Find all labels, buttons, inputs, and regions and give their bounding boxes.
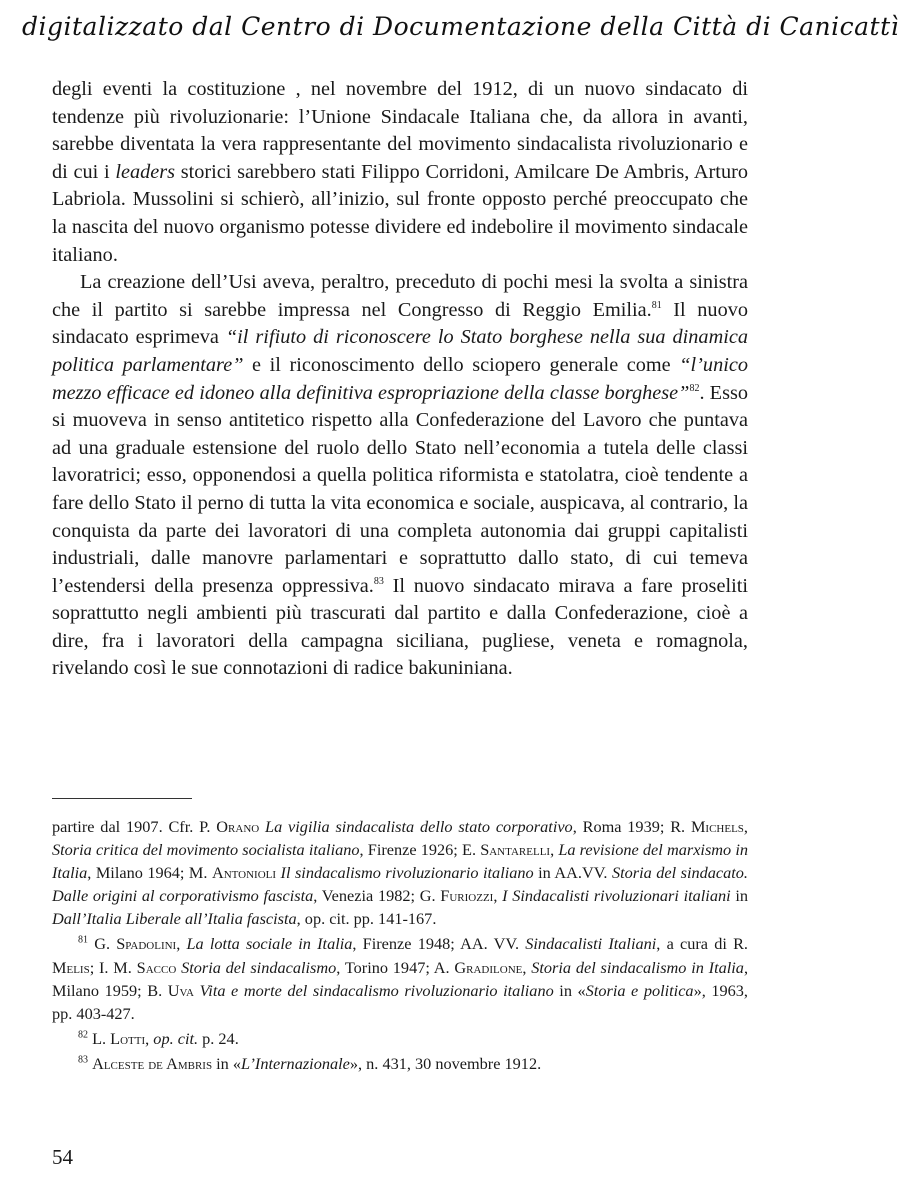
- paragraph-2: La creazione dell’Usi aveva, peraltro, preceduto di pochi mesi la svolta a sinistra che il partito si sarebbe impressa nel Congresso di Reggio Emilia.$^{81}$ Il nuovo sindacato esprimeva “il rifiuto di riconoscere lo Stato borghese nella sua dinamica politica parlamentare” e il riconoscimento dello sciopero generale come “l’unico mezzo efficace ed idoneo alla definitiva espropriazione della classe borghese”$^{82}$. Esso si muoveva in senso antitetico rispetto alla Confederazione del Lavoro che puntava ad una graduale estensione del ruolo dello Stato nell’economia a tutela delle classi lavoratrici; esso, opponendosi a quella politica riformista e statolatra, cioè tendente a fare dello Stato il perno di tutta la vita economica e sociale, auspicava, al contrario, la conquista da parte dei lavoratori di una completa autonomia dai gruppi capitalisti industriali, dalle manovre parlamentari e soprattutto dallo stato, di cui temeva l’estendersi della presenza oppressiva.$^{83}$ Il nuovo sindacato mirava a fare proseliti soprattutto negli ambienti più trascurati dal partito e dalla Confederazione, cioè a dire, fra i lavoratori della campagna siciliana, pugliese, veneta e romagnola, rivelando così le sue connotazioni di radice bakuniniana.: [52, 271, 748, 680]
- footnote-ref-81[interactable]: 81: [651, 299, 662, 311]
- footnote-divider: [52, 798, 192, 799]
- paragraph-1: degli eventi la costituzione , nel novembre del 1912, di un nuovo sindacato di tendenze più rivoluzionarie: l’Unione Sindacale Italiana che, da allora in avanti, sarebbe diventata la vera rappresentante del movimento sindacalista rivoluzionario e di cui i leaders storici sarebbero stati Filippo Corridoni, Amilcare De Ambris, Arturo Labriola. Mussolini si schierò, all’inizio, sul fronte opposto perché preoccupato che la nascita del nuovo organismo potesse dividere ed indebolire il movimento sindacale italiano.: [52, 78, 748, 266]
- page-number: 54: [52, 1145, 73, 1169]
- main-body-text: [52, 76, 748, 683]
- footnote-82: $^{82}$ L. Lotti, op. cit. p. 24.: [78, 1028, 239, 1048]
- footnote-ref-83[interactable]: 83: [373, 575, 384, 587]
- footnote-83: $^{83}$ Alceste de Ambris in «L’Internazionale», n. 431, 30 novembre 1912.: [78, 1053, 542, 1073]
- footnote-continued: partire dal 1907. Cfr. P. Orano La vigilia sindacalista dello stato corporativo, Roma 1939; R. Michels, Storia critica del movimento socialista italiano, Firenze 1926; E. Santarelli, La revisione del marxismo in Italia, Milano 1964; M. Antonioli Il sindacalismo rivoluzionario italiano in AA.VV. Storia del sindacato. Dalle origini al corporativismo fascista, Venezia 1982; G. Furiozzi, I Sindacalisti rivoluzionari italiani in Dall’Italia Liberale all’Italia fascista, op. cit. pp. 141-167.: [52, 817, 749, 929]
- footnote-81: $^{81}$ G. Spadolini, La lotta sociale in Italia, Firenze 1948; AA. VV. Sindacalisti Italiani, a cura di R. Melis; I. M. Sacco Storia del sindacalismo, Torino 1947; A. Gradilone, Storia del sindacalismo in Italia, Milano 1959; B. Uva Vita e morte del sindacalismo rivoluzionario italiano in «Storia e politica», 1963, pp. 403-427.: [52, 934, 749, 1023]
- digitization-watermark: digitalizzato dal Centro di Documentazione della Città di Canicattì: [22, 12, 899, 41]
- footnote-ref-82[interactable]: 82: [689, 382, 700, 394]
- footnotes: [52, 815, 748, 1075]
